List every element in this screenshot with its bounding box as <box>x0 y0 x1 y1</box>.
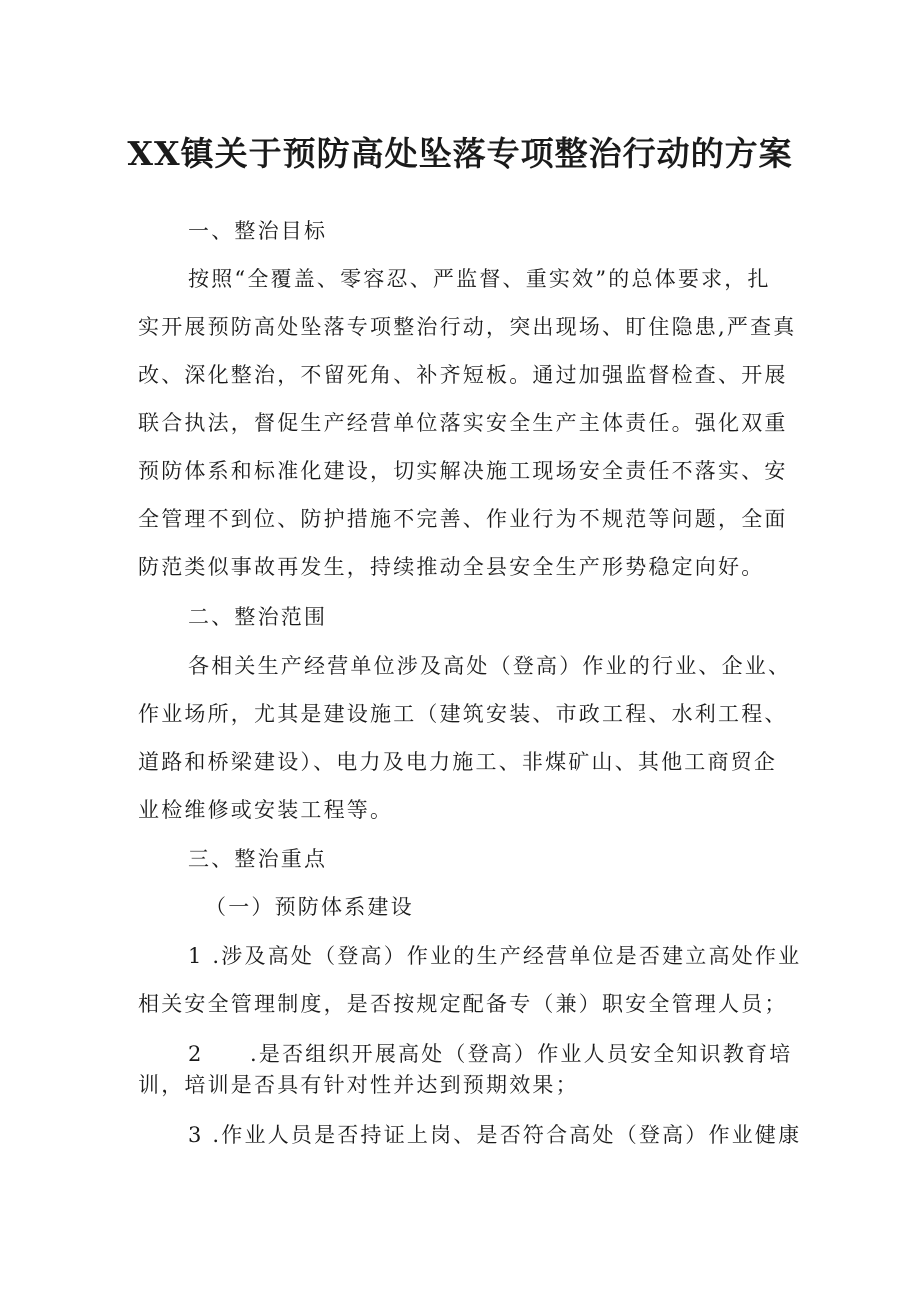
paragraph-line: 各相关生产经营单位涉及高处（登高）作业的行业、企业、 <box>188 654 792 678</box>
paragraph-line: 全管理不到位、防护措施不完善、作业行为不规范等问题，全面 <box>138 507 788 531</box>
paragraph-line: 业检维修或安装工程等。 <box>138 798 394 822</box>
list-item-line: 1 .涉及高处（登高）作业的生产经营单位是否建立高处作业 <box>188 944 802 968</box>
paragraph-line: 联合执法，督促生产经营单位落实安全生产主体责任。强化双重 <box>138 411 788 435</box>
paragraph-line: 作业场所，尤其是建设施工（建筑安装、市政工程、水利工程、 <box>138 702 788 726</box>
paragraph-line: 防范类似事故再发生，持续推动全县安全生产形势稳定向好。 <box>138 555 765 579</box>
section-heading-scope: 二、整治范围 <box>188 605 328 629</box>
paragraph-line: 按照“全覆盖、零容忍、严监督、重实效”的总体要求，扎 <box>188 267 771 291</box>
list-item-line: 训，培训是否具有针对性并达到预期效果； <box>138 1073 579 1097</box>
section-heading-goal: 一、整治目标 <box>188 219 328 243</box>
list-item-line: 2 .是否组织开展高处（登高）作业人员安全知识教育培 <box>188 1042 793 1066</box>
section-heading-focus: 三、整治重点 <box>188 847 328 871</box>
list-item-line: 相关安全管理制度，是否按规定配备专（兼）职安全管理人员； <box>138 992 788 1016</box>
document-title: XX镇关于预防高处坠落专项整治行动的方案 <box>127 134 793 173</box>
paragraph-line: 实开展预防高处坠落专项整治行动，突出现场、盯住隐患,严查真 <box>138 315 797 339</box>
paragraph-line: 预防体系和标准化建设，切实解决施工现场安全责任不落实、安 <box>138 459 788 483</box>
paragraph-line: 改、深化整治，不留死角、补齐短板。通过加强监督检查、开展 <box>138 363 788 387</box>
list-item-line: 3 .作业人员是否持证上岗、是否符合高处（登高）作业健康 <box>188 1123 802 1147</box>
subsection-heading: （一）预防体系建设 <box>205 895 414 919</box>
paragraph-line: 道路和桥梁建设）、电力及电力施工、非煤矿山、其他工商贸企 <box>138 750 778 774</box>
